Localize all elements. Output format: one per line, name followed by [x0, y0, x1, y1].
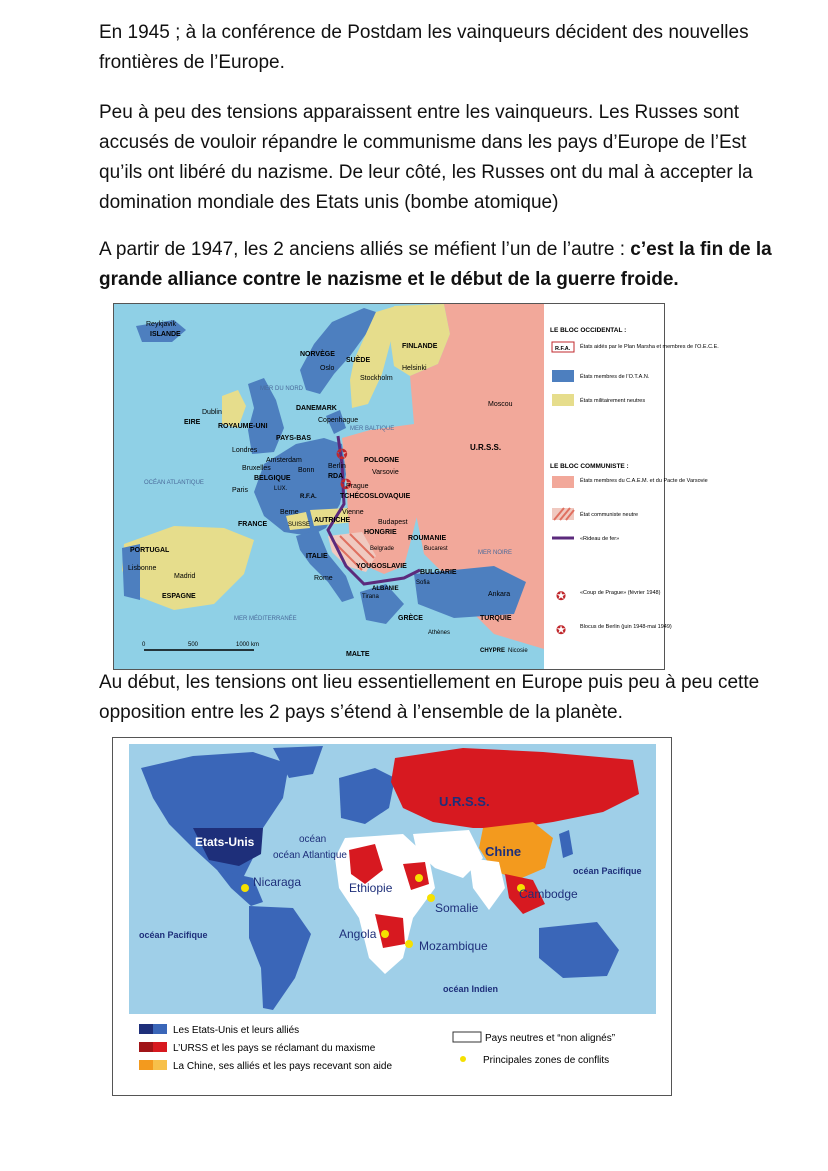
athenes-label: Athènes	[428, 630, 451, 636]
legend-communiste-title: LE BLOC COMMUNISTE :	[550, 463, 629, 470]
scale-0-label: 0	[142, 642, 146, 648]
ocean-indien-label: océan Indien	[443, 984, 499, 994]
danemark-label: DANEMARK	[296, 405, 337, 412]
conflict-dot-nicaragua	[241, 884, 249, 892]
moscou-label: Moscou	[488, 401, 513, 408]
ocean-atlantique-world-label: océan	[299, 834, 327, 845]
bulgarie-label: BULGARIE	[420, 569, 457, 576]
berlin-blockade-star-icon: ✪	[336, 446, 348, 462]
tirana-label: Tirana	[362, 594, 379, 600]
finlande-label: FINLANDE	[402, 343, 438, 350]
legend-neutres: Pays neutres et “non alignés”	[485, 1033, 616, 1044]
legend-coup-prague: «Coup de Prague» (février 1948)	[580, 590, 661, 596]
tchecoslovaquie-label: TCHÉCOSLOVAQUIE	[340, 493, 411, 500]
legend-conflict-dot-icon	[460, 1056, 466, 1062]
reykjavik-label: Reykjavik	[146, 321, 176, 328]
cold-war-paragraph	[99, 235, 779, 295]
bruxelles-label: Bruxelles	[242, 465, 271, 472]
albanie-label: ALBANIE	[372, 586, 399, 592]
ocean-pacifique-e-label: océan Pacifique	[573, 866, 642, 876]
legend-star-icon-1: ✪	[556, 589, 567, 603]
ocean-pacifique-w-label: océan Pacifique	[139, 930, 208, 940]
mer-du-nord-label: MER DU NORD	[260, 386, 303, 392]
rda-label: RDA	[328, 473, 344, 480]
urss-world-label: U.R.S.S.	[439, 794, 490, 809]
conflict-dot-angola	[381, 930, 389, 938]
prague-coup-star-icon: ✪	[340, 476, 352, 492]
islande-label: ISLANDE	[150, 331, 181, 338]
bucarest-label: Bucarest	[424, 546, 448, 552]
turquie-label: TURQUIE	[480, 615, 512, 622]
madrid-label: Madrid	[174, 573, 196, 580]
ocean-atlantique-label: OCÉAN ATLANTIQUE	[144, 480, 204, 486]
france-label: FRANCE	[238, 521, 268, 528]
somalie-label: Somalie	[435, 901, 479, 915]
angola-label: Angola	[339, 927, 377, 941]
lux-label: LUX.	[274, 486, 288, 492]
legend-us: Les Etats-Unis et leurs alliés	[173, 1025, 300, 1036]
prague-label: Prague	[346, 483, 369, 490]
legend-star-icon-2: ✪	[556, 623, 567, 637]
legend-caem: États membres du C.A.E.M. et du Pacte de Varsovie	[580, 478, 708, 484]
copenhague-label: Copenhague	[318, 417, 359, 424]
global-tensions-paragraph: Au début, les tensions ont lieu essentiellement en Europe puis peu à peu cette opposition entre les 2 pays s’étend à l’ensemble de la planète.	[99, 672, 760, 723]
roumanie-label: ROUMANIE	[408, 535, 447, 542]
hongrie-label: HONGRIE	[364, 529, 397, 536]
mer-mediterranee-label: MER MÉDITERRANÉE	[234, 616, 297, 622]
eire-label: EIRE	[184, 419, 201, 426]
legend-com-neutre: État communiste neutre	[580, 512, 639, 518]
grece-label: GRÈCE	[398, 615, 423, 622]
europe-cold-war-map	[113, 303, 719, 670]
cambodge-label: Cambodge	[519, 887, 578, 901]
intro-paragraph: En 1945 ; à la conférence de Postdam les vainqueurs décident des nouvelles frontières de l’Europe.	[99, 22, 749, 73]
amsterdam-label: Amsterdam	[266, 457, 302, 464]
berlin-label: Berlin	[328, 463, 346, 470]
tensions-paragraph: Peu à peu des tensions apparaissent entre les vainqueurs. Les Russes sont accusés de vouloir répandre le communisme dans les pays d’Europe de l’Est qu’ils ont libéré du nazisme. De leur côté, les Russes ont du mal à accepter la domination mondiale des Etats unis (bombe atomique)	[99, 102, 753, 213]
sofia-label: Sofia	[416, 580, 430, 586]
rome-label: Rome	[314, 575, 333, 582]
paris-label: Paris	[232, 487, 248, 494]
legend-blocus: Blocus de Berlin (juin 1948-mai 1949)	[580, 624, 672, 630]
budapest-label: Budapest	[378, 519, 408, 526]
conflict-dot-somalie	[427, 894, 435, 902]
espagne-label: ESPAGNE	[162, 593, 196, 600]
suisse-label: SUISSE	[288, 522, 311, 528]
cold-war-plain: A partir de 1947, les 2 anciens alliés se méfient l’un de l’autre :	[99, 239, 631, 260]
legend-neutres: États militairement neutres	[580, 398, 646, 404]
cold-war-bold: c’est la fin de la grande alliance contre le nazisme et le début de la guerre froide.	[99, 239, 772, 290]
varsovie-label: Varsovie	[372, 469, 399, 476]
vienne-label: Vienne	[342, 509, 364, 516]
etats-unis-label: Etats-Unis	[195, 835, 255, 849]
conflict-dot-ethiopie	[415, 874, 423, 882]
scale-1000-label: 1000 km	[236, 642, 260, 648]
lisbonne-label: Lisbonne	[128, 565, 157, 572]
chypre-label: CHYPRE	[480, 648, 506, 654]
belgrade-label: Belgrade	[370, 546, 395, 552]
yougoslavie-label: YOUGOSLAVIE	[356, 563, 407, 570]
bonn-label: Bonn	[298, 467, 315, 474]
legend-rideau: «Rideau de fer»	[580, 536, 620, 542]
autriche-label: AUTRICHE	[314, 517, 351, 524]
nicosie-label: Nicosie	[508, 648, 528, 654]
royaume-uni-label: ROYAUME-UNI	[218, 423, 268, 430]
legend-urss: L’URSS et les pays se réclamant du maxisme	[173, 1043, 376, 1054]
helsinki-label: Helsinki	[402, 365, 427, 372]
pologne-label: POLOGNE	[364, 457, 400, 464]
portugal-label: PORTUGAL	[130, 547, 170, 554]
oslo-label: Oslo	[320, 365, 335, 372]
legend-occidental-title: LE BLOC OCCIDENTAL :	[550, 327, 627, 334]
conflict-dot-mozambique	[405, 940, 413, 948]
norvege-label: NORVÈGE	[300, 351, 335, 358]
legend-rfa-box: R.F.A.	[555, 346, 571, 352]
belgique-label: BELGIQUE	[254, 475, 291, 482]
italie-label: ITALIE	[306, 553, 328, 560]
mer-baltique-label: MER BALTIQUE	[350, 426, 395, 432]
legend-conflits: Principales zones de conflits	[483, 1055, 610, 1066]
nicaragua-label: Nicaraga	[253, 875, 302, 889]
rfa-label: R.F.A.	[300, 494, 317, 500]
londres-label: Londres	[232, 447, 258, 454]
suede-label: SUÈDE	[346, 357, 371, 364]
legend-chine: La Chine, ses alliés et les pays recevant son aide	[173, 1061, 393, 1072]
berne-label: Berne	[280, 509, 299, 516]
pays-bas-label: PAYS-BAS	[276, 435, 312, 442]
malte-label: MALTE	[346, 651, 370, 658]
world-cold-war-map	[112, 737, 672, 1096]
ethiopie-label: Ethiopie	[349, 881, 393, 895]
scale-500-label: 500	[188, 642, 199, 648]
ankara-label: Ankara	[488, 591, 511, 598]
ocean-atlantique-world-label-2: océan Atlantique	[273, 850, 347, 861]
chine-label: Chine	[485, 844, 522, 859]
dublin-label: Dublin	[202, 409, 222, 416]
mozambique-label: Mozambique	[419, 939, 488, 953]
legend-marshall: États aidés par le Plan Marsha et membres de l’O.E.C.E.	[580, 344, 719, 350]
stockholm-label: Stockholm	[360, 375, 393, 382]
mer-noire-label: MER NOIRE	[478, 550, 513, 556]
urss-label: U.R.S.S.	[470, 443, 502, 452]
legend-otan: États membres de l’O.T.A.N.	[580, 374, 650, 380]
